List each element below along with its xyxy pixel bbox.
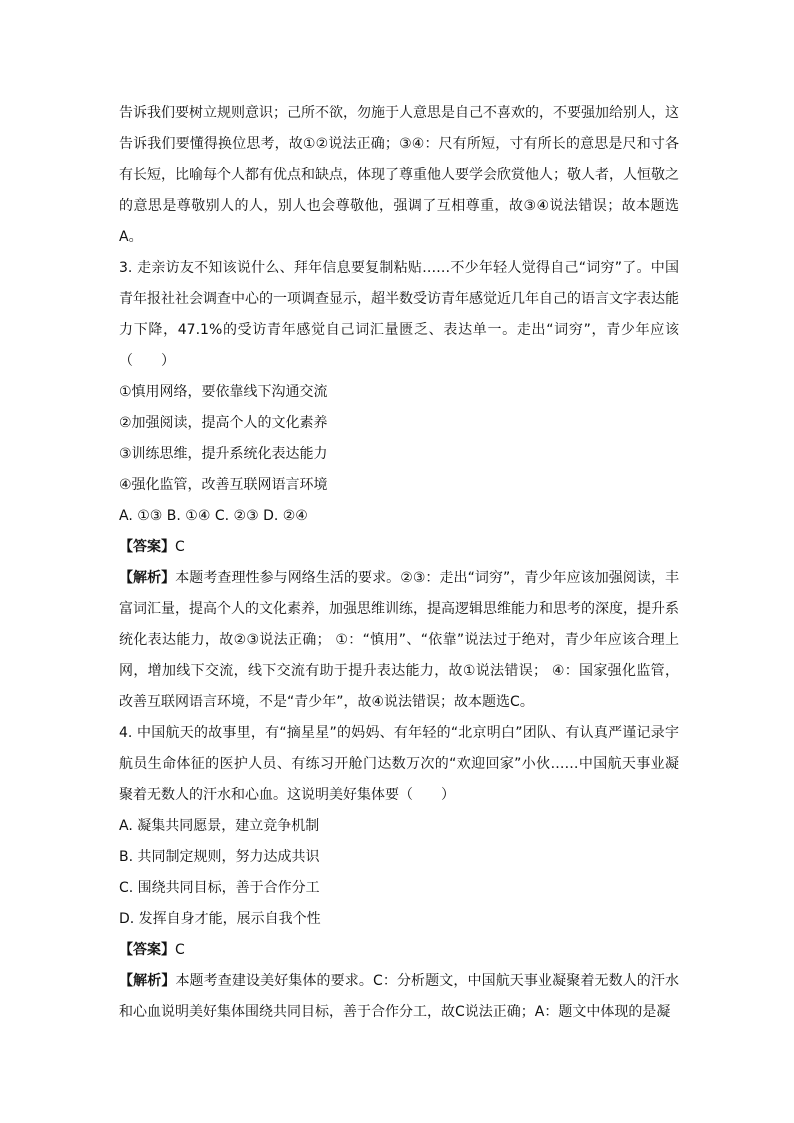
- answer-label: 【答案】: [119, 942, 175, 958]
- analysis-label: 【解析】: [119, 973, 176, 989]
- answer-label: 【答案】: [119, 539, 175, 555]
- q4-option-d: D. 发挥自身才能，展示自我个性: [119, 911, 321, 927]
- q4-option-b: B. 共同制定规则，努力达成共识: [119, 849, 320, 865]
- q4-option-c: C. 围绕共同目标，善于合作分工: [119, 880, 320, 896]
- q3-stem: 3. 走亲访友不知该说什么、拜年信息要复制粘贴……不少年轻人觉得自己“词穷”了。中国青年报社社会调查中心的一项调查显示，超半数受访青年感觉近几年自己的语言文字表达能力下降，47.1%的受访青年感觉自己词汇量匮乏、表达单一。走出“词穷”，青少年应该（ ）: [119, 260, 679, 369]
- q3-item-1: ①慎用网络，要依靠线下沟通交流: [119, 384, 328, 400]
- q4-answer: [119, 935, 679, 966]
- q3-item-2: ②加强阅读，提高个人的文化素养: [119, 415, 328, 431]
- q3-analysis: [119, 563, 679, 718]
- document-page: [119, 98, 679, 1028]
- answer-value: C: [175, 942, 185, 958]
- q2-analysis-continuation: 告诉我们要树立规则意识；己所不欲，勿施于人意思是自己不喜欢的，不要强加给别人，这告诉我们要懂得换位思考，故①②说法正确；③④：尺有所短，寸有所长的意思是尺和寸各有长短，比喻每个人都有优点和缺点，体现了尊重他人要学会欣赏他人；敬人者，人恒敬之的意思是尊敬别人的人，别人也会尊敬他，强调了互相尊重，故③④说法错误；故本题选A。: [119, 105, 679, 245]
- q4-option-a: A. 凝集共同愿景，建立竞争机制: [119, 818, 320, 834]
- answer-value: C: [175, 539, 185, 555]
- q3-choices: A. ①③ B. ①④ C. ②③ D. ②④: [119, 508, 308, 524]
- q3-item-4: ④强化监管，改善互联网语言环境: [119, 477, 328, 493]
- q3-answer: [119, 532, 679, 563]
- analysis-text: 本题考查理性参与网络生活的要求。②③：走出“词穷”，青少年应该加强阅读，丰富词汇量，提高个人的文化素养，加强思维训练，提高逻辑思维能力和思考的深度，提升系统化表达能力，故②③说法正确； ①：“慎用”、“依靠”说法过于绝对，青少年应该合理上网，增加线下交流，线下交流有助于提升表达能力，故①说法错误； ④：国家强化监管，改善互联网语言环境，不是“青少年”，故④说法错误；故本题选C。: [119, 570, 680, 710]
- analysis-text: 本题考查建设美好集体的要求。C：分析题文，中国航天事业凝聚着无数人的汗水和心血说明美好集体围绕共同目标，善于合作分工，故C说法正确；A：题文中体现的是凝: [119, 973, 679, 1020]
- q4-analysis: [119, 966, 679, 1028]
- q3-item-3: ③训练思维，提升系统化表达能力: [119, 446, 328, 462]
- q4-stem: 4. 中国航天的故事里，有“摘星星”的妈妈、有年轻的“北京明白”团队、有认真严谨记录宇航员生命体征的医护人员、有练习开舱门达数万次的“欢迎回家”小伙……中国航天事业凝聚着无数人的汗水和心血。这说明美好集体要（ ）: [119, 725, 679, 803]
- analysis-label: 【解析】: [119, 570, 176, 586]
